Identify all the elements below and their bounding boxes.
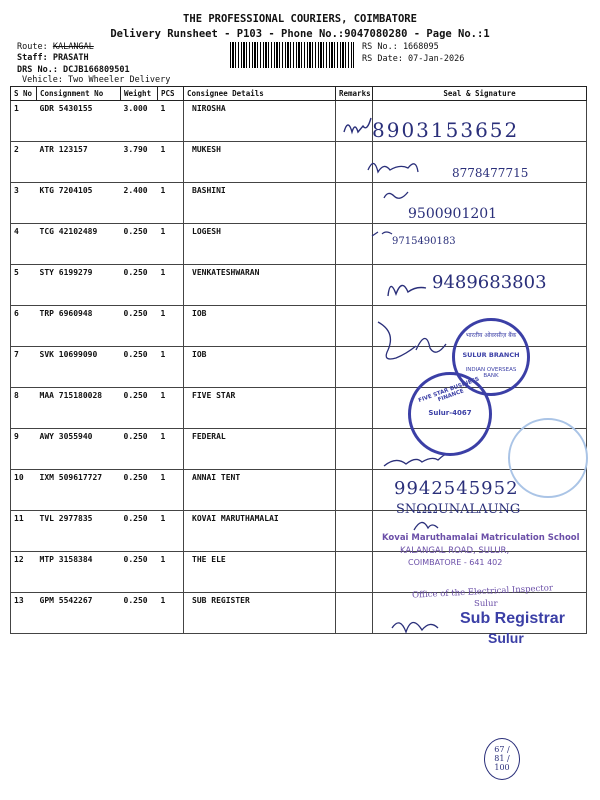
signature-r4 — [372, 232, 392, 236]
route-value: KALANGAL — [52, 42, 94, 52]
cell-weight: 0.250 — [121, 429, 158, 470]
cell-pcs: 1 — [158, 347, 184, 388]
cell-consignment: MTP 3158384 — [37, 552, 121, 593]
bank-seal-branch: SULUR BRANCH — [462, 351, 520, 359]
drs-line: DRS No.: DCJB166809501 — [17, 65, 130, 75]
page-count-mark — [484, 738, 520, 780]
cell-pcs: 1 — [158, 306, 184, 347]
cell-consignment: GPM 5542267 — [37, 593, 121, 634]
signature-r1 — [344, 118, 371, 132]
cell-sno: 4 — [11, 224, 37, 265]
cell-weight: 2.400 — [121, 183, 158, 224]
cell-sno: 11 — [11, 511, 37, 552]
cell-sno: 2 — [11, 142, 37, 183]
cell-weight: 0.250 — [121, 224, 158, 265]
col-remarks: Remarks — [336, 87, 373, 101]
signature-r13 — [392, 622, 438, 632]
cell-pcs: 1 — [158, 265, 184, 306]
cell-consignee: LOGESH — [184, 224, 336, 265]
company-title: THE PROFESSIONAL COURIERS, COIMBATORE — [183, 13, 417, 25]
page-count-text: 67 / 81 / 100 — [494, 745, 510, 772]
electrical-stamp-line2: Sulur — [474, 599, 498, 609]
cell-pcs: 1 — [158, 142, 184, 183]
cell-consignment: TCG 42102489 — [37, 224, 121, 265]
signature-r2 — [368, 163, 418, 172]
cell-consignment: AWY 3055940 — [37, 429, 121, 470]
bank-seal-name: INDIAN OVERSEAS BANK — [465, 367, 517, 379]
cell-weight: 0.250 — [121, 511, 158, 552]
cell-consignee: IOB — [184, 347, 336, 388]
cell-consignment: KTG 7204105 — [37, 183, 121, 224]
cell-consignee: SUB REGISTER — [184, 593, 336, 634]
bank-seal-hindi: भारतीय ओवरसीज़ बैंक — [465, 332, 517, 339]
cell-pcs: 1 — [158, 429, 184, 470]
cell-consignee: BASHINI — [184, 183, 336, 224]
col-weight: Weight — [121, 87, 158, 101]
handwritten-phone-r3: 9500901201 — [408, 206, 498, 222]
cell-consignment: GDR 5430155 — [37, 101, 121, 142]
cell-sno: 5 — [11, 265, 37, 306]
cell-weight: 0.250 — [121, 388, 158, 429]
cell-consignee: KOVAI MARUTHAMALAI — [184, 511, 336, 552]
handwritten-name-r10: SNΩΩUNɅLɅUNG — [396, 502, 521, 517]
cell-consignment: IXM 509617727 — [37, 470, 121, 511]
cell-consignee: MUKESH — [184, 142, 336, 183]
cell-pcs: 1 — [158, 593, 184, 634]
runsheet-subtitle: Delivery Runsheet - P103 - Phone No.:9047080280 - Page No.:1 — [110, 28, 490, 40]
cell-consignment: TRP 6960948 — [37, 306, 121, 347]
cell-sno: 1 — [11, 101, 37, 142]
route-label: Route: — [17, 42, 48, 52]
cell-weight: 3.000 — [121, 101, 158, 142]
handwritten-phone-r4: 9715490183 — [392, 236, 456, 247]
cell-pcs: 1 — [158, 101, 184, 142]
cell-weight: 0.250 — [121, 470, 158, 511]
cell-weight: 0.250 — [121, 347, 158, 388]
cell-consignee: ANNAI TENT — [184, 470, 336, 511]
five-star-seal-inner: Sulur-4067 — [428, 409, 472, 417]
signature-r9 — [384, 454, 452, 466]
cell-weight: 3.790 — [121, 142, 158, 183]
cell-sno: 7 — [11, 347, 37, 388]
handwritten-phone-r1: 8903153652 — [372, 118, 520, 142]
kovai-stamp-line1: Kovai Maruthamalai Matriculation School — [382, 533, 580, 543]
signature-r11 — [414, 522, 438, 530]
cell-pcs: 1 — [158, 183, 184, 224]
faded-seal — [508, 418, 588, 498]
cell-weight: 0.250 — [121, 265, 158, 306]
kovai-stamp-line3: COIMBATORE - 641 402 — [408, 558, 503, 567]
cell-weight: 0.250 — [121, 552, 158, 593]
cell-sno: 3 — [11, 183, 37, 224]
cell-sno: 10 — [11, 470, 37, 511]
cell-pcs: 1 — [158, 388, 184, 429]
cell-sno: 8 — [11, 388, 37, 429]
handwritten-phone-r10: 9942545952 — [394, 478, 519, 499]
cell-consignment: MAA 715180028 — [37, 388, 121, 429]
signature-r3 — [384, 192, 408, 198]
handwritten-phone-r2: 8778477715 — [452, 166, 529, 180]
signature-r7 — [416, 338, 446, 352]
col-consignment: Consignment No — [37, 87, 121, 101]
rs-number: RS No.: 1668095 — [362, 42, 439, 52]
cell-pcs: 1 — [158, 511, 184, 552]
cell-sno: 6 — [11, 306, 37, 347]
staff-line: Staff: PRASATH — [17, 53, 89, 63]
cell-consignee: FIVE STAR — [184, 388, 336, 429]
col-signature: Seal & Signature — [373, 87, 587, 101]
cell-sno: 12 — [11, 552, 37, 593]
cell-consignee: IOB — [184, 306, 336, 347]
sub-registrar-stamp-line2: Sulur — [488, 630, 524, 646]
signature-r5 — [388, 285, 426, 296]
electrical-stamp-line1: Office of the Electrical Inspector — [411, 583, 554, 601]
cell-weight: 0.250 — [121, 593, 158, 634]
cell-weight: 0.250 — [121, 306, 158, 347]
cell-consignee: NIROSHA — [184, 101, 336, 142]
five-star-seal — [408, 372, 492, 456]
vehicle-line: Vehicle: Two Wheeler Delivery — [22, 75, 171, 85]
cell-pcs: 1 — [158, 224, 184, 265]
signature-r6 — [378, 322, 416, 359]
cell-pcs: 1 — [158, 470, 184, 511]
cell-consignee: THE ELE — [184, 552, 336, 593]
kovai-stamp-line2: KALANGAL ROAD, SULUR, — [400, 546, 510, 556]
five-star-seal-outer: FIVE STAR BUSINESS FINANCE — [417, 376, 481, 404]
cell-sno: 9 — [11, 429, 37, 470]
cell-consignee: FEDERAL — [184, 429, 336, 470]
sub-registrar-stamp-line1: Sub Registrar — [460, 610, 565, 627]
rs-date: RS Date: 07-Jan-2026 — [362, 54, 465, 64]
cell-sno: 13 — [11, 593, 37, 634]
cell-consignee: VENKATESHWARAN — [184, 265, 336, 306]
cell-consignment: TVL 2977835 — [37, 511, 121, 552]
cell-consignment: STY 6199279 — [37, 265, 121, 306]
col-pcs: PCS — [158, 87, 184, 101]
col-sno: S No — [11, 87, 37, 101]
handwritten-phone-r5: 9489683803 — [432, 272, 547, 293]
cell-consignment: ATR 123157 — [37, 142, 121, 183]
cell-consignment: SVK 10699090 — [37, 347, 121, 388]
cell-pcs: 1 — [158, 552, 184, 593]
col-consignee: Consignee Details — [184, 87, 336, 101]
